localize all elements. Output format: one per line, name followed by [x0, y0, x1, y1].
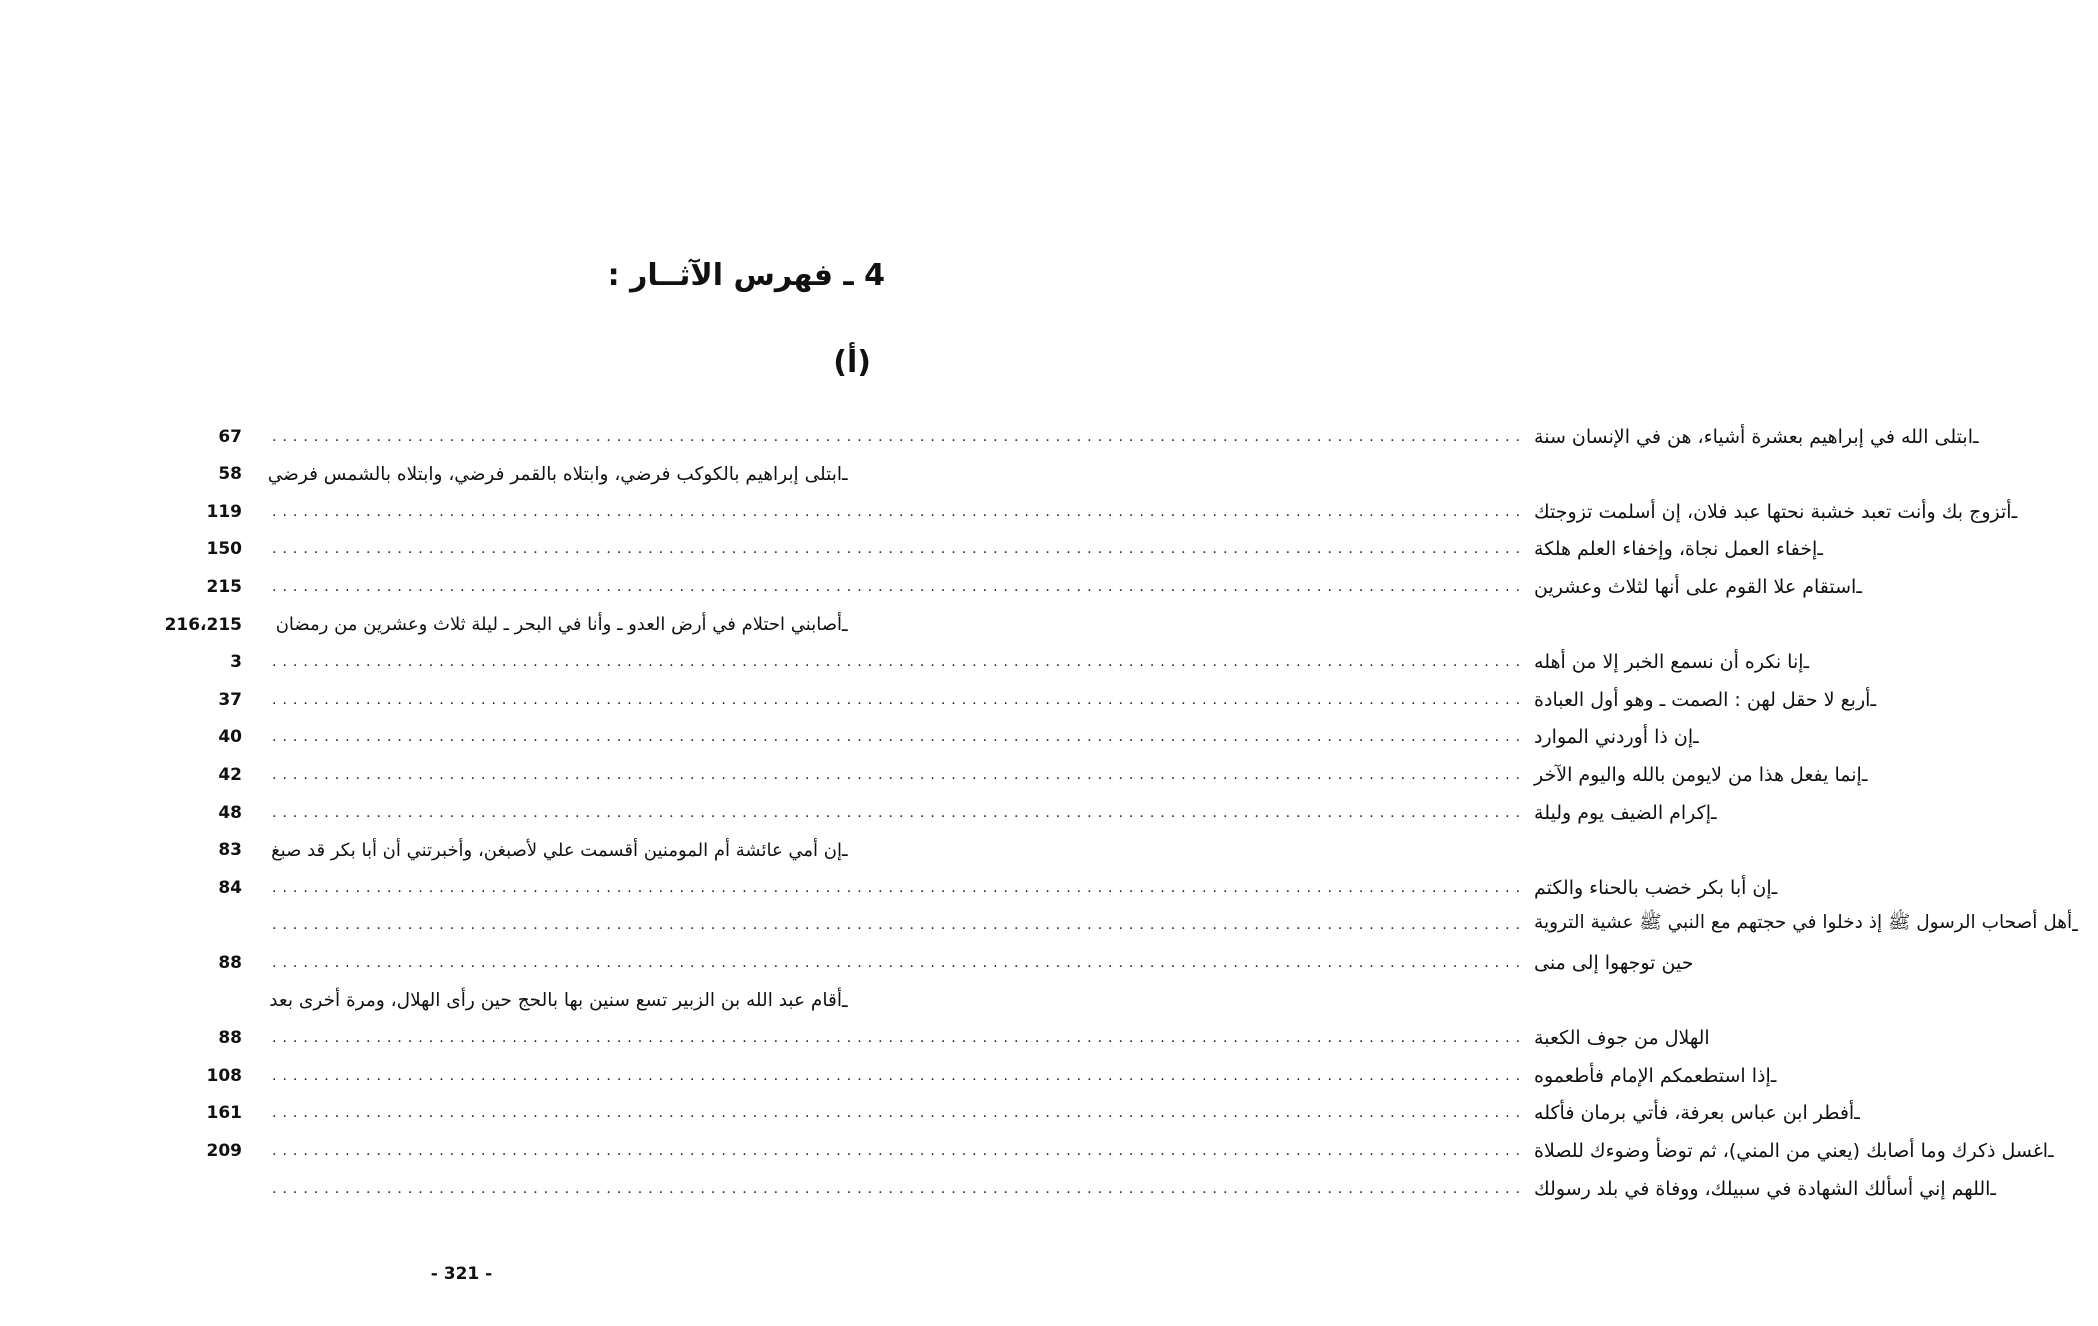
index-entry	[150, 418, 1979, 455]
index-entry	[150, 1020, 1710, 1057]
entry-text: ابتلى إبراهيم بالكوكب فرضي، وابتلاه بالقمر فرضي، وابتلاه بالشمس فرضي	[267, 463, 842, 485]
entry-page-number: 88	[218, 1028, 242, 1049]
entry-bullet: ـ	[1770, 1064, 1777, 1087]
leader-dots: ........................................................................................................................	[272, 578, 1527, 595]
leader-dots: ........................................................................................................................	[272, 1180, 1527, 1197]
entry-text: اللهم إني أسألك الشهادة في سبيلك، ووفاة في بلد رسولك	[1534, 1177, 1991, 1200]
entry-text: إن ذا أوردني الموارد	[1534, 726, 1694, 749]
entry-page-number: 67	[218, 426, 242, 447]
entry-bullet: ـ	[2048, 1139, 2054, 1162]
entry-page-number: 48	[218, 802, 242, 823]
entry-page-number: 58	[218, 464, 242, 485]
index-entry	[150, 719, 1699, 756]
entry-text: استقام علا القوم على أنها لثلاث وعشرين	[1534, 575, 1857, 598]
index-entry	[150, 756, 1868, 793]
entry-page-number: 84	[218, 877, 242, 898]
index-entry	[150, 681, 1877, 718]
entry-page-number: 209	[206, 1140, 242, 1161]
entry-text: إن أبا بكر خضب بالحناء والكتم	[1534, 876, 1772, 899]
entry-bullet: ـ	[1854, 1102, 1860, 1125]
index-entry	[150, 568, 1862, 605]
leader-dots: ........................................................................................................................	[272, 541, 1527, 558]
entry-text: إنما يفعل هذا من لايومن بالله واليوم الآخر	[1534, 763, 1862, 786]
entry-text: أربع لا حقل لهن : الصمت ـ وهو أول العبادة	[1534, 688, 1871, 711]
index-entry	[150, 1170, 1996, 1207]
index-title: 4 ـ فهرس الآثــار :	[607, 258, 885, 293]
entry-bullet: ـ	[1803, 651, 1810, 674]
leader-dots	[252, 840, 267, 860]
index-entry	[150, 907, 2078, 944]
entry-text: اغسل ذكرك وما أصابك (يعني من المني)، ثم توضأ وضوءك للصلاة	[1534, 1139, 2049, 1162]
entry-text: أفطر ابن عباس بعرفة، فأتي برمان فأكله	[1534, 1102, 1855, 1125]
entry-bullet: ـ	[842, 463, 848, 486]
index-entry	[150, 944, 1694, 981]
leader-dots: ........................................................................................................................	[272, 1030, 1527, 1047]
index-entry	[150, 1057, 1777, 1094]
entry-page-number: 215	[206, 576, 242, 597]
entry-text: إن أمي عائشة أم المومنين أقسمت علي لأصبغن، وأخبرتني أن أبا بكر قد صبغ	[271, 839, 842, 861]
leader-dots: ........................................................................................................................	[272, 729, 1527, 746]
index-entry	[150, 456, 868, 493]
leader-dots: ........................................................................................................................	[272, 917, 1527, 934]
entry-page-number: 40	[218, 727, 242, 748]
entry-page-number: 83	[218, 840, 242, 861]
entry-text: حين توجهوا إلى منى	[1534, 951, 1694, 974]
entry-bullet: ـ	[842, 839, 848, 862]
entry-bullet: ـ	[2072, 914, 2078, 937]
section-letter: (أ)	[833, 345, 871, 380]
leader-dots: ........................................................................................................................	[272, 1142, 1527, 1159]
leader-dots: ........................................................................................................................	[272, 503, 1527, 520]
entry-text: إكرام الضيف يوم وليلة	[1534, 801, 1711, 824]
entry-page-number: 216،215	[164, 614, 242, 635]
entry-bullet: ـ	[1856, 575, 1862, 598]
leader-dots: ........................................................................................................................	[272, 954, 1527, 971]
entry-page-number: 119	[206, 501, 242, 522]
entry-page-number: 3	[230, 652, 242, 673]
entry-bullet: ـ	[2011, 500, 2018, 523]
entry-page-number: 42	[218, 764, 242, 785]
leader-dots: ........................................................................................................................	[272, 879, 1527, 896]
entry-text: أتزوج بك وأنت تعبد خشبة نحتها عبد فلان، إن أسلمت تزوجتك	[1534, 500, 2012, 523]
index-entry	[150, 794, 1717, 831]
entry-bullet: ـ	[1870, 688, 1877, 711]
entry-text: أقام عبد الله بن الزبير تسع سنين بها بالحج حين رأى الهلال، ومرة أخرى بعد	[269, 990, 842, 1011]
leader-dots: ........................................................................................................................	[272, 428, 1527, 445]
leader-dots	[252, 991, 265, 1011]
leader-dots	[252, 615, 272, 635]
entry-bullet: ـ	[1972, 425, 1979, 448]
leader-dots: ........................................................................................................................	[272, 691, 1527, 708]
entry-text: إنا نكره أن نسمع الخبر إلا من أهله	[1534, 651, 1804, 674]
index-entry	[150, 869, 1778, 906]
entry-text: إخفاء العمل نجاة، وإخفاء العلم هلكة	[1534, 538, 1818, 561]
entry-bullet: ـ	[1711, 801, 1717, 824]
entry-page-number: 37	[218, 689, 242, 710]
index-entry	[150, 531, 1823, 568]
entry-text: أهل أصحاب الرسول ﷺ إذ دخلوا في حجتهم مع النبي ﷺ عشية التروية	[1534, 912, 2073, 934]
page-number: - 321 -	[430, 1264, 493, 1284]
entry-bullet: ـ	[1861, 763, 1868, 786]
index-entry	[150, 832, 868, 869]
entry-page-number: 108	[206, 1065, 242, 1086]
entry-bullet: ـ	[1990, 1177, 1996, 1200]
entry-page-number: 88	[218, 952, 242, 973]
leader-dots: ........................................................................................................................	[272, 1105, 1527, 1122]
entry-bullet: ـ	[1817, 538, 1823, 561]
entry-text: الهلال من جوف الكعبة	[1534, 1027, 1710, 1050]
leader-dots: ........................................................................................................................	[272, 1067, 1527, 1084]
entry-text: أصابني احتلام في أرض العدو ـ وأنا في البحر ـ ليلة ثلاث وعشرين من رمضان	[275, 614, 842, 635]
index-entry	[150, 606, 868, 643]
entry-text: إذا استطعمكم الإمام فأطعموه	[1534, 1064, 1771, 1087]
entry-bullet: ـ	[1771, 876, 1778, 899]
leader-dots: ........................................................................................................................	[272, 654, 1527, 671]
entry-bullet: ـ	[842, 989, 848, 1012]
entry-bullet: ـ	[842, 613, 848, 636]
entry-page-number: 150	[206, 539, 242, 560]
index-entry	[150, 1095, 1860, 1132]
index-entry	[150, 644, 1810, 681]
leader-dots	[252, 464, 264, 484]
leader-dots: ........................................................................................................................	[272, 766, 1527, 783]
leader-dots: ........................................................................................................................	[272, 804, 1527, 821]
entry-bullet: ـ	[1693, 726, 1699, 749]
entry-text: ابتلى الله في إبراهيم بعشرة أشياء، هن في الإنسان سنة	[1534, 425, 1973, 448]
index-entry	[150, 493, 2018, 530]
entry-page-number: 161	[206, 1103, 242, 1124]
index-entry	[150, 982, 868, 1019]
index-entry	[150, 1132, 2054, 1169]
